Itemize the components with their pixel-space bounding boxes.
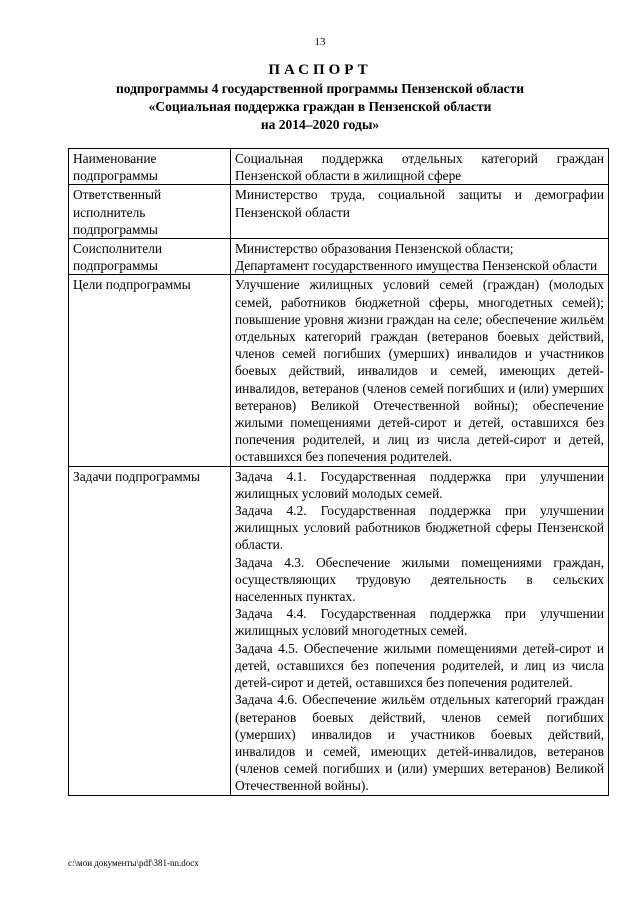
table-row	[69, 239, 609, 275]
row-label: Соисполнители подпрограммы	[69, 239, 231, 275]
row-value: Социальная поддержка отдельных категорий граждан Пензенской области в жилищной сфере	[231, 149, 609, 185]
task-item: Задача 4.5. Обеспечение жилыми помещениями детей-сирот и детей, оставшихся без попечения родителей, и лиц из числа детей-сирот и детей, оставшихся без попечения родителей.	[235, 640, 604, 691]
task-item: Задача 4.2. Государственная поддержка при улучшении жилищных условий работников бюджетной сферы Пензенской области.	[235, 503, 604, 553]
table-row	[69, 149, 609, 185]
row-label: Наименование подпрограммы	[69, 149, 231, 185]
task-item: Задача 4.4. Государственная поддержка при улучшении жилищных условий многодетных семей.	[235, 606, 604, 639]
subtitle-line-3: на 2014–2020 годы»	[260, 117, 380, 132]
co-executor-2: Департамент государственного имущества Пензенской области	[235, 258, 598, 274]
page-number: 13	[314, 36, 326, 48]
row-label: Цели подпрограммы	[69, 275, 231, 466]
row-value: Улучшение жилищных условий семей (граждан) (молодых семей, работников бюджетной сферы, многодетных семей); повышение уровня жизни граждан на селе; обеспечение жильём отдельных категорий граждан (ветеранов боевых действий, членов семей погибших (умерших) инвалидов и участников боевых действий, инвалидов и семей, имеющих детей-инвалидов, ветеранов (членов семей погибших и (или) умерших ветеранов) Великой Отечественной войны); обеспечение жилыми помещениями детей-сирот и детей, оставшихся без попечения родителей, и лиц из числа детей-сирот и детей, оставшихся без попечения родителей.	[231, 275, 609, 466]
table-row	[69, 185, 609, 239]
document-header	[40, 60, 600, 134]
task-item: Задача 4.3. Обеспечение жилыми помещениями граждан, осуществляющих трудовую деятельность в сельских населенных пунктах.	[235, 554, 604, 605]
document-title: ПАСПОРТ	[268, 62, 372, 78]
co-executor-1: Министерство образования Пензенской области;	[235, 241, 514, 257]
row-label: Задачи подпрограммы	[69, 466, 231, 795]
task-item: Задача 4.1. Государственная поддержка при улучшении жилищных условий молодых семей.	[235, 468, 604, 501]
task-item: Задача 4.6. Обеспечение жильём отдельных категорий граждан (ветеранов боевых действий, членов семей погибших (умерших) инвалидов и участников боевых действий, инвалидов и семей, имеющих детей-инвалидов, ветеранов (членов семей погибших и (или) умерших ветеранов) Великой Отечественной войны).	[235, 692, 604, 794]
subtitle-line-2: «Социальная поддержка граждан в Пензенской области	[148, 99, 492, 114]
passport-table	[68, 148, 609, 796]
row-value: Министерство труда, социальной защиты и демографии Пензенской области	[231, 185, 609, 239]
table-row	[69, 466, 609, 795]
row-value	[231, 466, 609, 795]
file-path-footer: c:\мои документы\pdf\381-nn.docx	[68, 858, 199, 868]
table-row	[69, 275, 609, 466]
row-label: Ответственный исполнитель подпрограммы	[69, 185, 231, 239]
row-value	[231, 239, 609, 275]
subtitle-line-1: подпрограммы 4 государственной программы Пензенской области	[115, 81, 525, 96]
